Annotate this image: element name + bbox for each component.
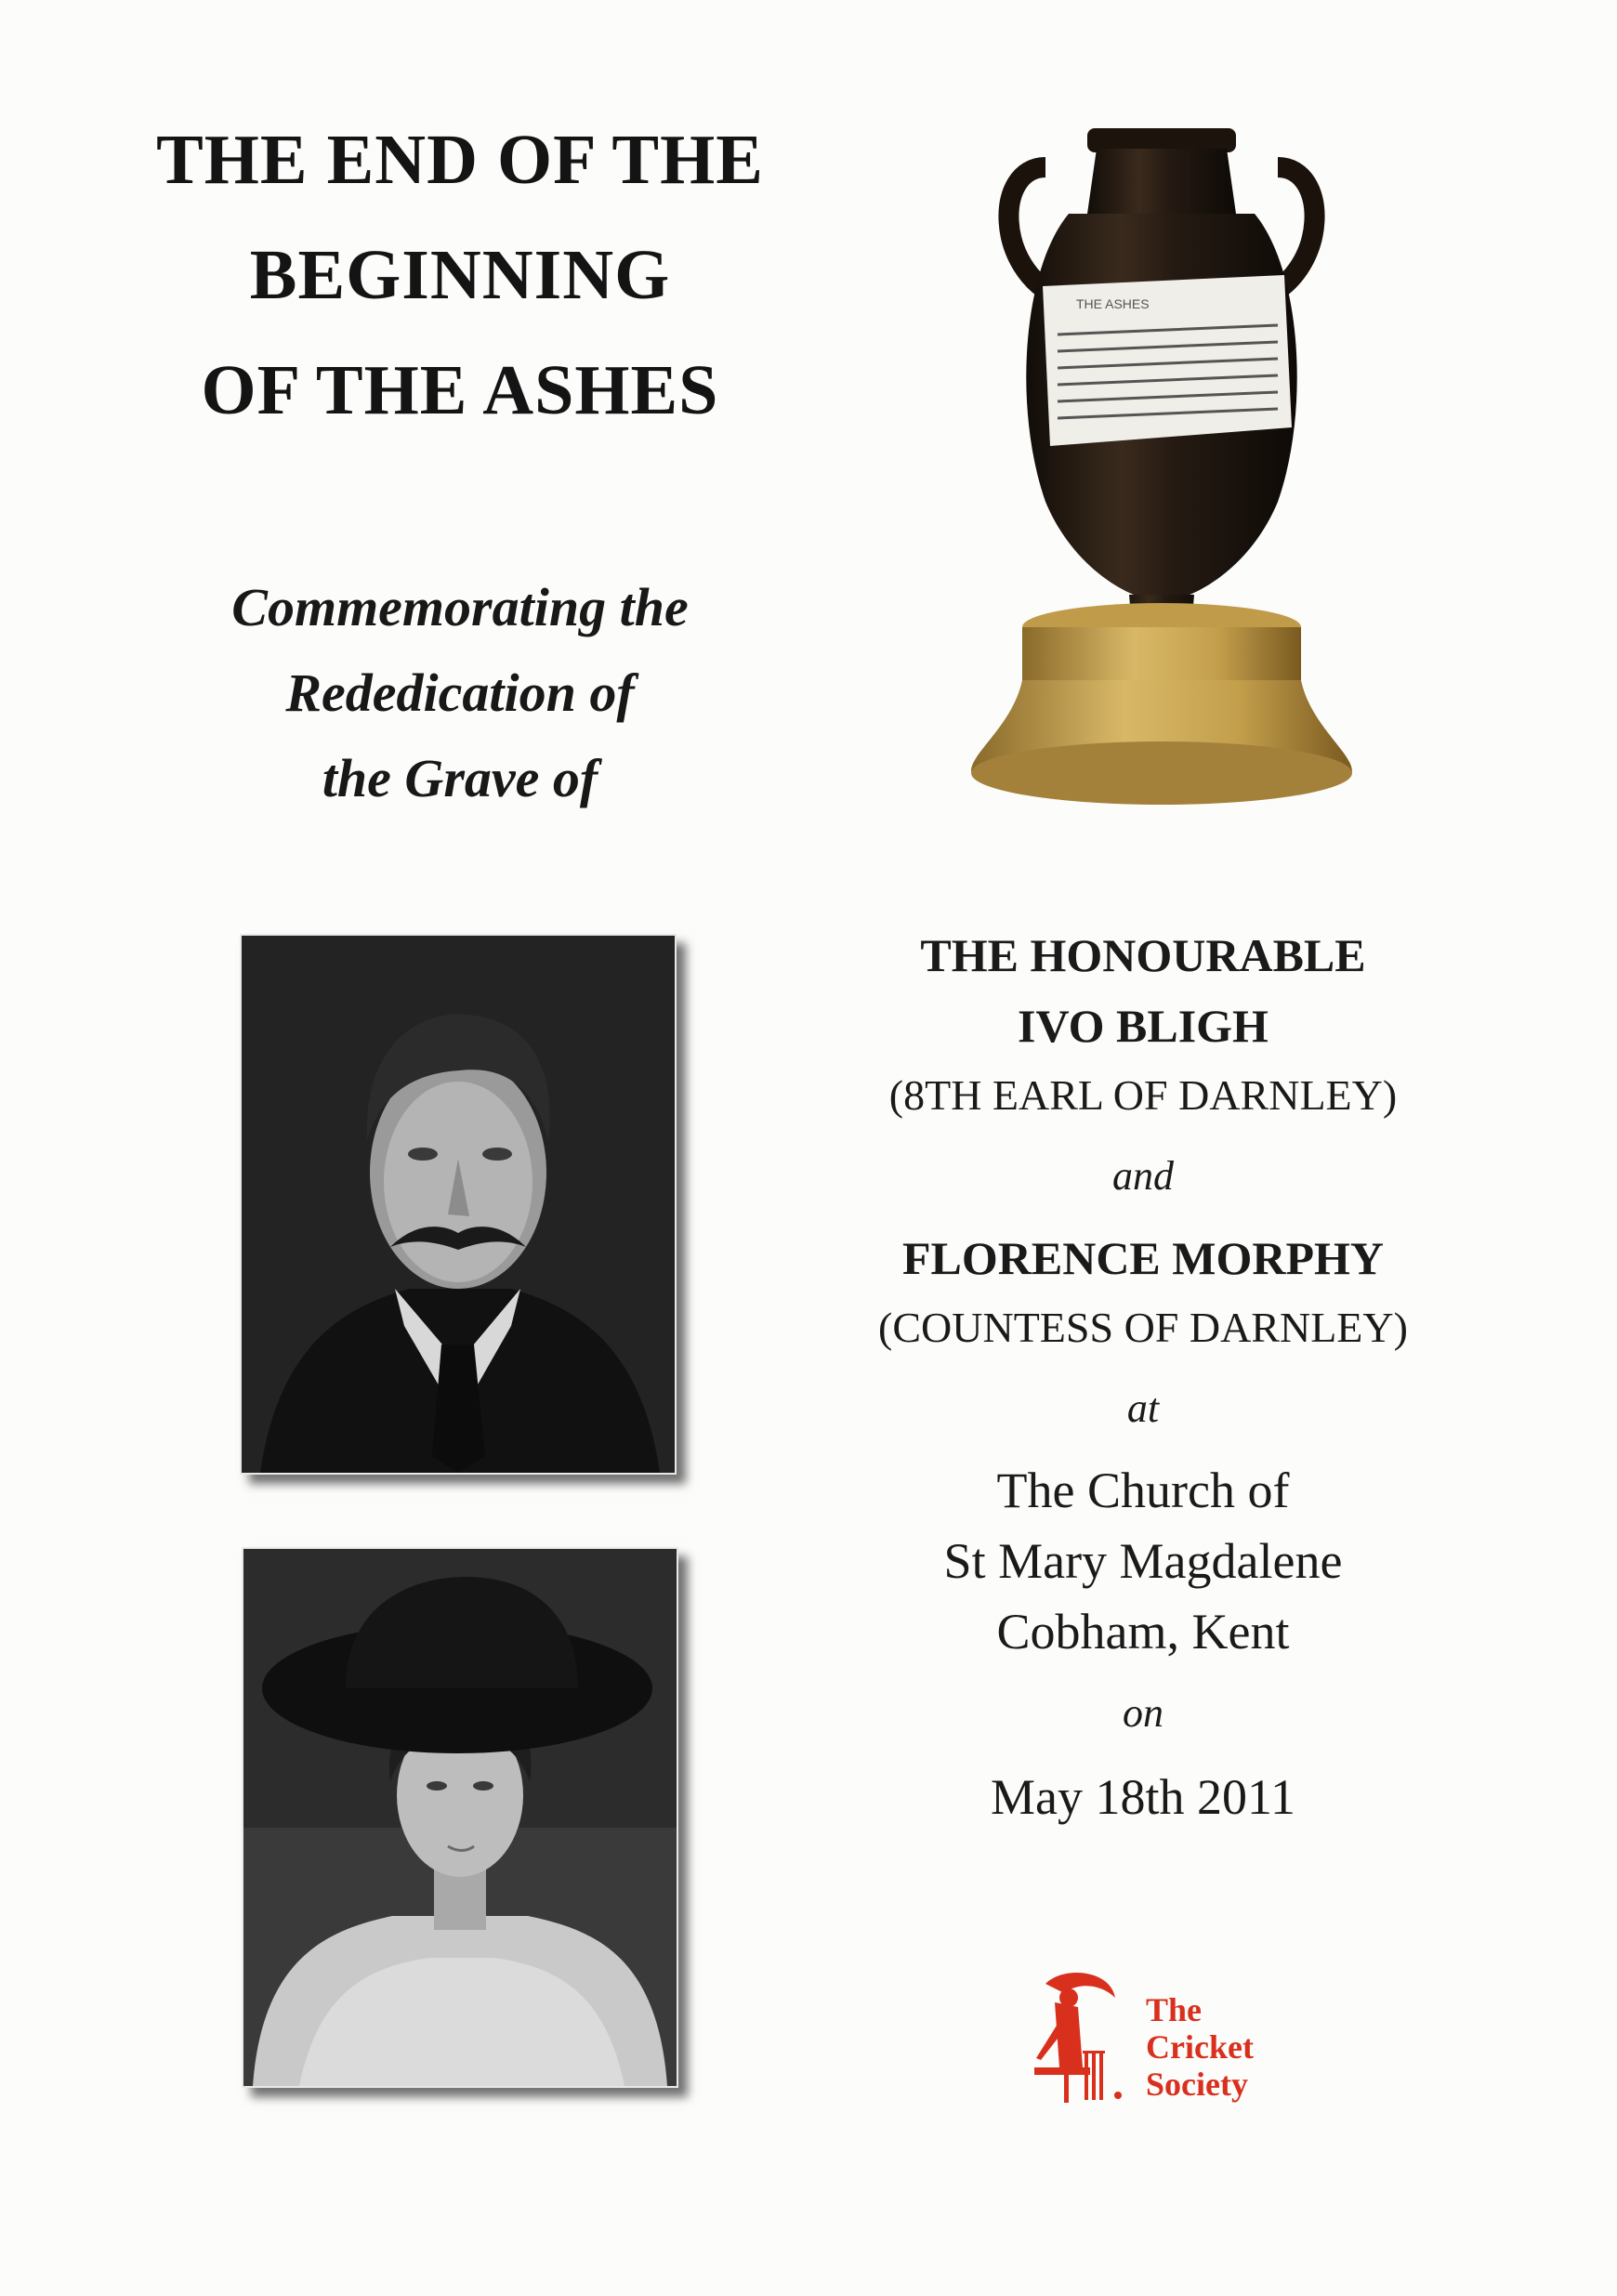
venue-line-1: The Church of	[996, 1463, 1290, 1518]
venue-line-3: Cobham, Kent	[996, 1604, 1290, 1660]
title-line-2: BEGINNING	[249, 236, 671, 314]
subtitle-line-3: the Grave of	[322, 748, 598, 808]
honoree2-title: (COUNTESS OF DARNLEY)	[878, 1304, 1408, 1351]
subtitle-line-1: Commemorating the	[231, 577, 689, 637]
ivo-bligh-portrait	[240, 934, 677, 1475]
subtitle	[84, 565, 836, 821]
ashes-urn-image	[957, 112, 1366, 818]
society-line-1: The	[1146, 1991, 1203, 2028]
event-date: May 18th 2011	[991, 1769, 1295, 1825]
venue-line-2: St Mary Magdalene	[943, 1533, 1343, 1589]
society-line-3: Society	[1146, 2066, 1248, 2103]
page-title	[56, 102, 864, 448]
connector-at: at	[1126, 1385, 1160, 1431]
title-line-3: OF THE ASHES	[201, 351, 719, 429]
society-line-2: Cricket	[1146, 2028, 1254, 2066]
title-line-1: THE END OF THE	[156, 121, 764, 199]
connector-on: on	[1123, 1690, 1163, 1736]
cricket-society-text	[1146, 1991, 1254, 2103]
connector-and: and	[1112, 1153, 1174, 1199]
dedication-text	[808, 920, 1478, 1834]
cricket-society-logo	[1018, 1965, 1296, 2105]
father-time-icon	[1027, 1965, 1129, 2105]
honoree1-line-2: IVO BLIGH	[1018, 1000, 1269, 1052]
honoree1-title: (8TH EARL OF DARNLEY)	[888, 1071, 1398, 1119]
honoree2-name: FLORENCE MORPHY	[901, 1232, 1385, 1284]
urn-label-text: THE ASHES	[1076, 296, 1150, 311]
florence-morphy-portrait	[242, 1547, 678, 2088]
subtitle-line-2: Rededication of	[285, 663, 635, 723]
honoree1-line-1: THE HONOURABLE	[920, 929, 1366, 981]
